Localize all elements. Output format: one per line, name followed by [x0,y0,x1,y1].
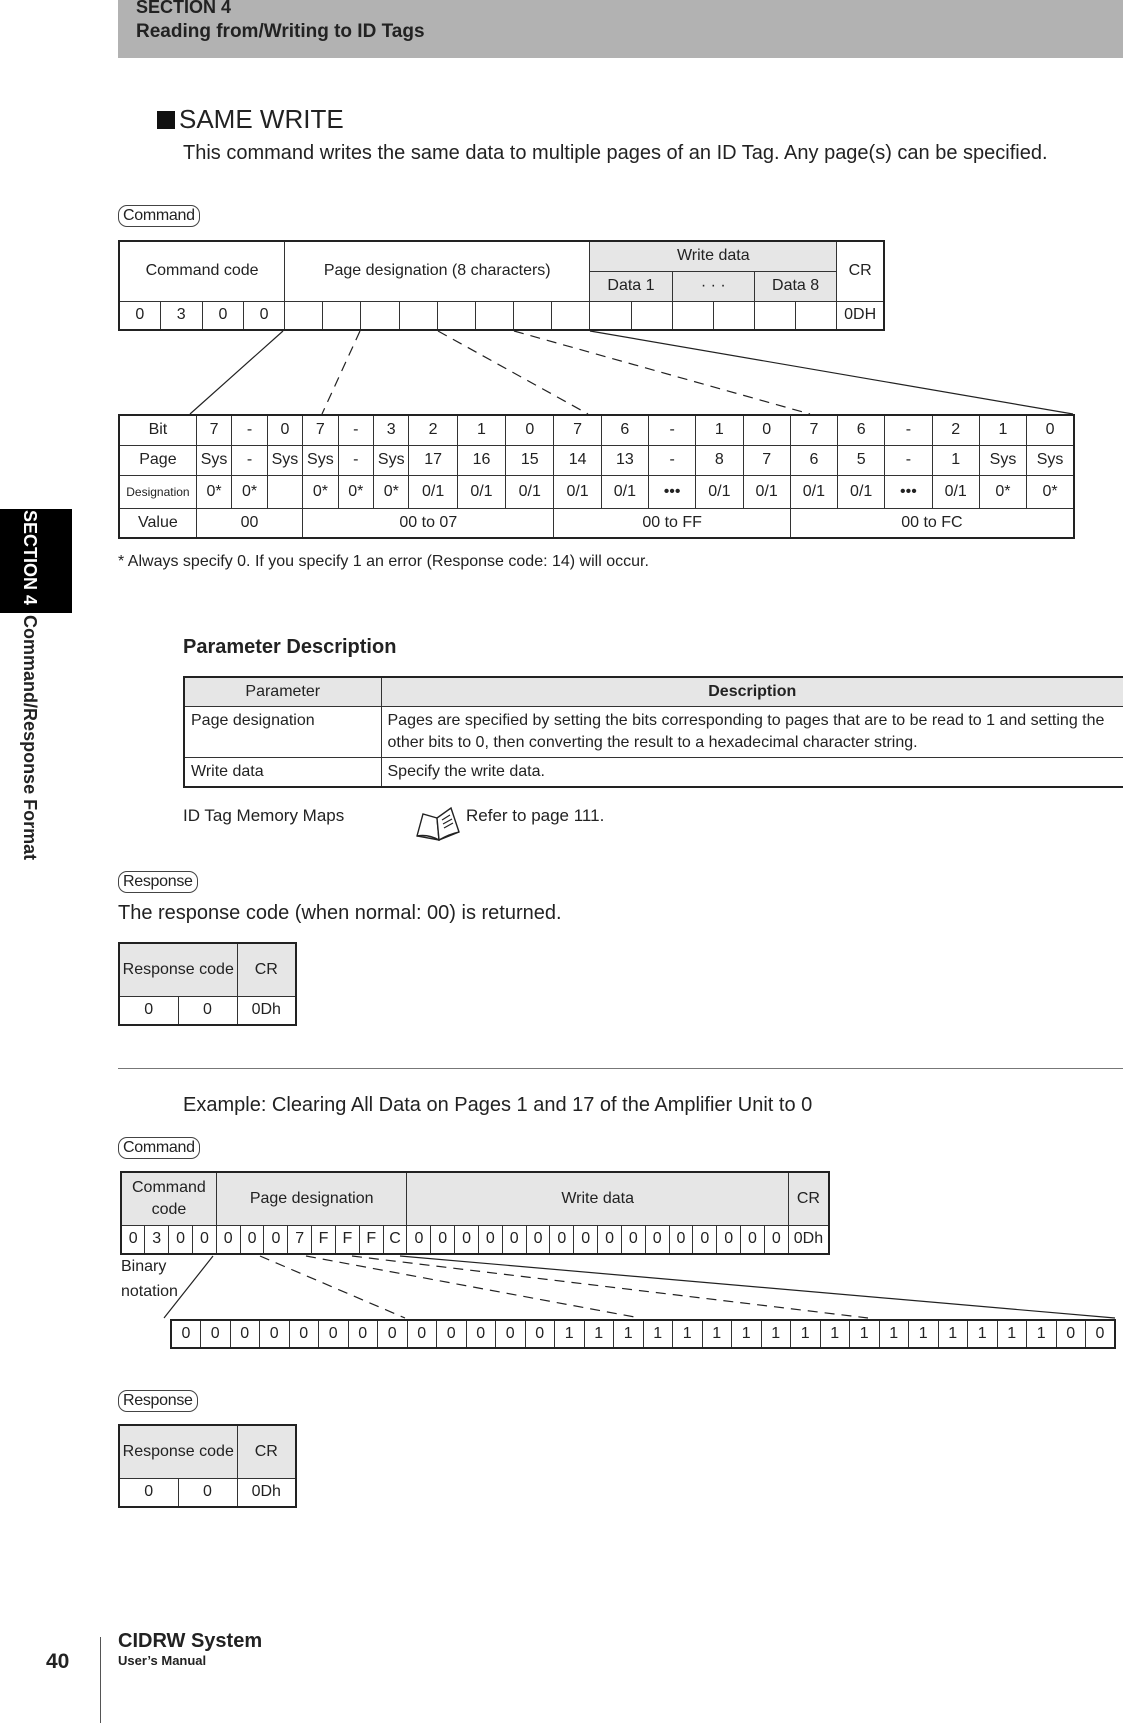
header-section: SECTION 4 [136,0,232,17]
cmd-value: 0 [202,301,243,330]
page-cell: 17 [409,445,457,475]
example-value-cell: 0 [717,1225,741,1254]
page-cell: - [232,445,267,475]
designation-cell: 0/1 [409,475,457,508]
example-value-cell: 0 [764,1225,788,1254]
page-cell: 5 [838,445,885,475]
row-label: Bit [119,415,196,445]
example-value-cell: 0 [526,1225,550,1254]
binary-cell: 1 [850,1320,880,1348]
command-code-header: Command code [119,241,285,301]
example-value-cell: 0 [169,1225,193,1254]
example-value-cell: 0 [693,1225,717,1254]
binary-cell: 1 [1027,1320,1057,1348]
bit-cell: 1 [979,415,1026,445]
bit-cell: - [232,415,267,445]
page-cell: 7 [743,445,790,475]
example-page-designation-header: Page designation [216,1172,407,1225]
dots-header: · · · [672,271,754,301]
binary-cell: 1 [584,1320,614,1348]
page-cell: Sys [303,445,338,475]
bit-cell: - [648,415,695,445]
binary-cell: 0 [230,1320,260,1348]
binary-cell: 1 [555,1320,585,1348]
response-text: The response code (when normal: 00) is returned. [118,902,562,924]
example-value-cell: F [335,1225,359,1254]
example-write-data-header: Write data [407,1172,788,1225]
designation-cell: 0/1 [790,475,837,508]
param-desc: Pages are specified by setting the bits corresponding to pages that are to be read to 1 and setting the other bits to 0, then converting the result to a hexadecimal character string. [381,707,1123,758]
designation-cell: 0* [303,475,338,508]
response-value: 0 [178,1478,237,1507]
value-range: 00 to FF [554,508,790,538]
bit-cell: 3 [374,415,409,445]
example-value-cell: F [359,1225,383,1254]
footnote: * Always specify 0. If you specify 1 an error (Response code: 14) will occur. [118,553,649,570]
bit-cell: 1 [457,415,505,445]
cmd-value: 0 [243,301,284,330]
response-badge: Response [118,871,198,893]
page-cell: 15 [506,445,554,475]
bit-cell: 0 [506,415,554,445]
bit-table [118,414,1075,539]
page-cell: 13 [601,445,648,475]
response-value: 0Dh [237,1478,296,1507]
designation-cell: 0* [1027,475,1074,508]
book-icon [415,806,463,842]
page-designation-header: Page designation (8 characters) [285,241,590,301]
binary-cell: 0 [1056,1320,1086,1348]
example-value-cell: 0 [240,1225,264,1254]
example-command-table [120,1171,830,1255]
binary-cell: 1 [702,1320,732,1348]
cmd-value: 3 [160,301,202,330]
bit-cell: - [885,415,932,445]
cr-header: CR [237,943,296,996]
example-value-cell: 0 [455,1225,479,1254]
designation-cell: ••• [885,475,932,508]
response-value: 0 [178,996,237,1025]
example-value-cell: 3 [145,1225,169,1254]
page-number: 40 [46,1650,70,1673]
binary-cell: 0 [260,1320,290,1348]
designation-cell: 0* [979,475,1026,508]
page-cell: - [648,445,695,475]
designation-cell: 0* [338,475,373,508]
response-badge: Response [118,1390,198,1412]
row-label: Designation [119,475,196,508]
bit-cell: 7 [554,415,601,445]
example-value-cell: 0 [502,1225,526,1254]
desc-header: Description [381,677,1123,707]
example-value-cell: F [312,1225,336,1254]
param-desc: Specify the write data. [381,758,1123,788]
page-cell: 14 [554,445,601,475]
binary-cell: 1 [643,1320,673,1348]
data1-header: Data 1 [590,271,672,301]
value-range: 00 to FC [790,508,1074,538]
data8-header: Data 8 [754,271,836,301]
example-value-cell: 0 [121,1225,145,1254]
binary-cell: 1 [997,1320,1027,1348]
response-value: 0 [119,996,178,1025]
binary-cell: 1 [761,1320,791,1348]
binary-table [170,1319,1116,1349]
bit-cell: 7 [790,415,837,445]
example-value-cell: 0 [216,1225,240,1254]
footer-subtitle: User’s Manual [118,1653,207,1668]
bit-cell: 7 [303,415,338,445]
cr-value: 0DH [837,301,884,330]
command-badge: Command [118,205,200,227]
example-value-cell: 0 [407,1225,431,1254]
example-value-cell: 0 [645,1225,669,1254]
value-range: 00 [196,508,302,538]
page-cell: 8 [696,445,743,475]
bit-cell: 1 [696,415,743,445]
binary-cell: 0 [437,1320,467,1348]
binary-cell: 1 [879,1320,909,1348]
designation-cell: 0/1 [743,475,790,508]
designation-cell: 0/1 [932,475,979,508]
designation-cell: ••• [648,475,695,508]
param-table [183,676,1123,788]
binary-cell: 1 [732,1320,762,1348]
page-cell: Sys [374,445,409,475]
designation-cell: 0/1 [601,475,648,508]
binary-notation-label: Binary notation [121,1258,178,1300]
designation-cell: 0* [232,475,267,508]
page-heading: SAME WRITE [157,104,344,135]
designation-cell: 0/1 [506,475,554,508]
designation-cell: 0* [374,475,409,508]
binary-cell: 1 [820,1320,850,1348]
designation-cell: 0/1 [838,475,885,508]
write-data-header: Write data [590,241,837,271]
header-title: Reading from/Writing to ID Tags [136,21,425,42]
example-value-cell: 0 [192,1225,216,1254]
response-table [118,942,297,1026]
binary-cell: 1 [673,1320,703,1348]
bit-cell: 0 [1027,415,1074,445]
page-cell: 6 [790,445,837,475]
example-value-cell: 0Dh [788,1225,829,1254]
binary-cell: 0 [407,1320,437,1348]
cr-header: CR [237,1425,296,1478]
response-value: 0Dh [237,996,296,1025]
row-label: Value [119,508,196,538]
bit-cell: 6 [601,415,648,445]
param-header: Parameter [184,677,381,707]
binary-cell: 1 [614,1320,644,1348]
param-name: Write data [184,758,381,788]
param-name: Page designation [184,707,381,758]
page-cell: Sys [1027,445,1074,475]
example-value-cell: C [383,1225,407,1254]
response-value: 0 [119,1478,178,1507]
binary-cell: 0 [171,1320,201,1348]
example-value-cell: 0 [550,1225,574,1254]
binary-cell: 1 [968,1320,998,1348]
example-value-cell: 0 [669,1225,693,1254]
memory-maps-label: ID Tag Memory Maps [183,806,345,825]
row-label: Page [119,445,196,475]
command-badge: Command [118,1137,200,1159]
binary-cell: 0 [1086,1320,1116,1348]
page-cell: Sys [196,445,231,475]
designation-cell: 0* [196,475,231,508]
example-value-cell: 7 [288,1225,312,1254]
param-heading: Parameter Description [183,636,397,658]
designation-cell [267,475,302,508]
sidebar-title: Command/Response Format [20,615,40,861]
divider [118,1068,1123,1069]
example-value-cell: 0 [478,1225,502,1254]
example-title: Example: Clearing All Data on Pages 1 and 17 of the Amplifier Unit to 0 [183,1094,813,1116]
page-cell: - [885,445,932,475]
page-cell: 1 [932,445,979,475]
example-value-cell: 0 [431,1225,455,1254]
intro-text: This command writes the same data to multiple pages of an ID Tag. Any page(s) can be specified. [183,142,1048,164]
bit-cell: 2 [932,415,979,445]
example-value-cell: 0 [264,1225,288,1254]
binary-cell: 0 [496,1320,526,1348]
bit-cell: 0 [267,415,302,445]
bit-cell: 7 [196,415,231,445]
designation-cell: 0/1 [554,475,601,508]
binary-cell: 0 [319,1320,349,1348]
value-range: 00 to 07 [303,508,554,538]
binary-cell: 0 [466,1320,496,1348]
example-response-table [118,1424,297,1508]
response-code-header: Response code [119,943,237,996]
footer-title: CIDRW System [118,1630,263,1652]
memory-maps-ref[interactable]: Refer to page 111. [466,806,605,825]
example-value-cell: 0 [574,1225,598,1254]
designation-cell: 0/1 [696,475,743,508]
page-cell: Sys [267,445,302,475]
binary-cell: 0 [525,1320,555,1348]
binary-cell: 1 [938,1320,968,1348]
page-cell: - [338,445,373,475]
page-cell: 16 [457,445,505,475]
binary-cell: 1 [791,1320,821,1348]
cr-header: CR [837,241,884,301]
binary-cell: 0 [289,1320,319,1348]
bit-cell: 0 [743,415,790,445]
example-value-cell: 0 [598,1225,622,1254]
cmd-value: 0 [119,301,160,330]
example-value-cell: 0 [621,1225,645,1254]
binary-cell: 0 [348,1320,378,1348]
binary-cell: 0 [201,1320,231,1348]
binary-cell: 0 [378,1320,408,1348]
example-command-code-header: Command code [121,1172,216,1225]
bit-cell: 2 [409,415,457,445]
bit-cell: - [338,415,373,445]
example-value-cell: 0 [741,1225,765,1254]
footer-divider [100,1637,101,1723]
example-cr-header: CR [788,1172,829,1225]
bit-cell: 6 [838,415,885,445]
sidebar-section: SECTION 4 [20,510,40,606]
designation-cell: 0/1 [457,475,505,508]
response-code-header: Response code [119,1425,237,1478]
binary-cell: 1 [909,1320,939,1348]
page-cell: Sys [979,445,1026,475]
